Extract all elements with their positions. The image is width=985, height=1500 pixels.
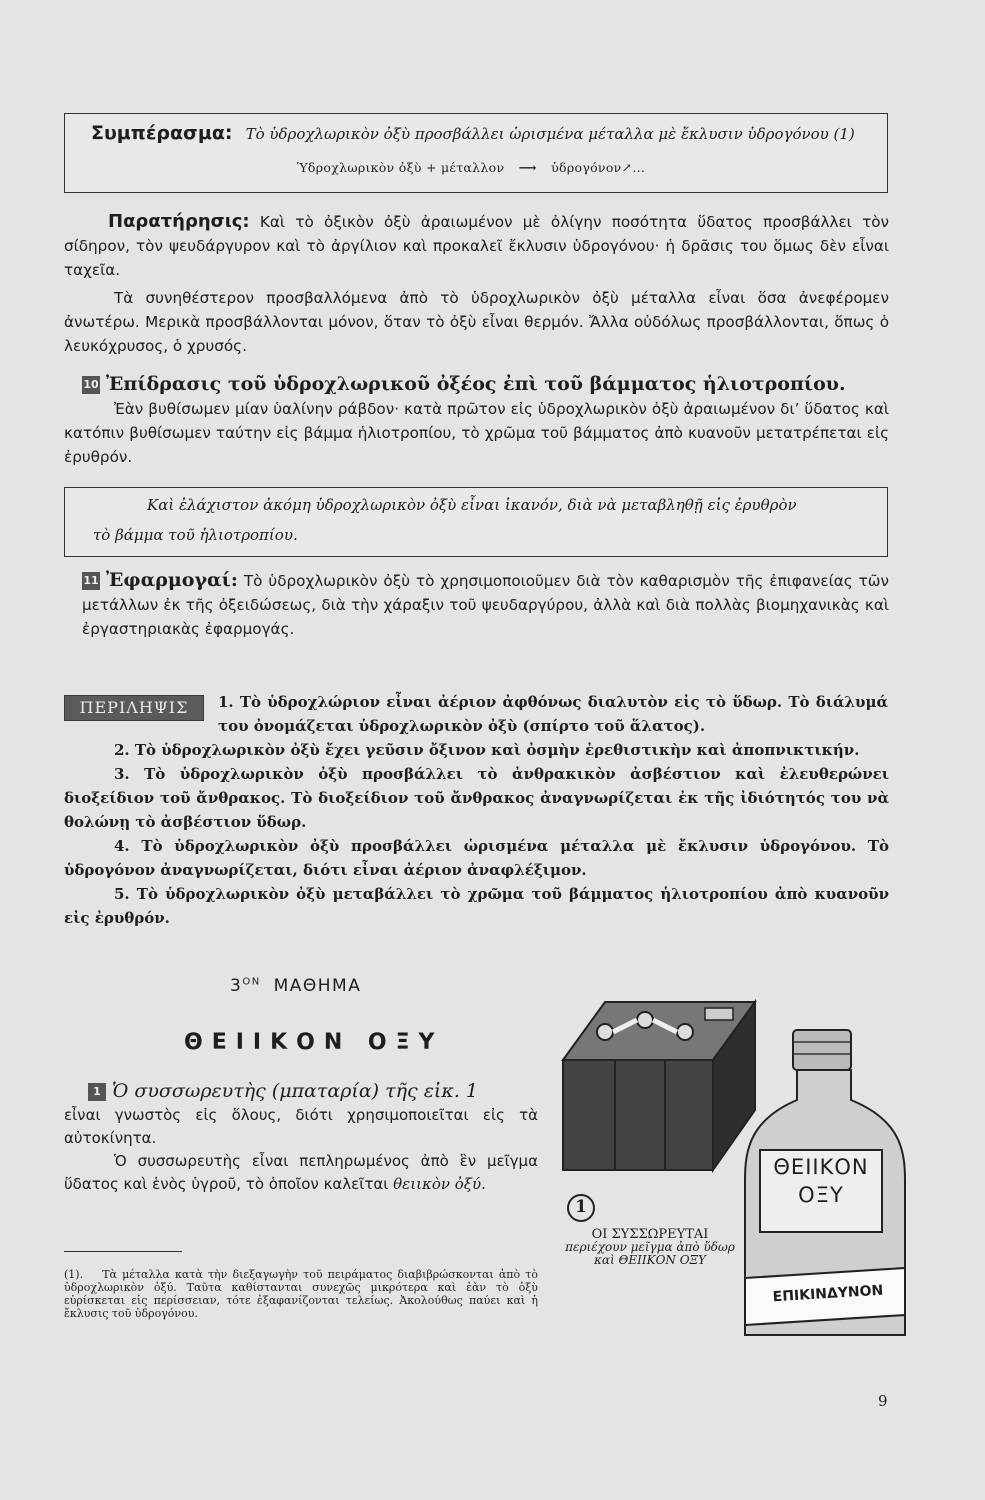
section-10-number: 10 — [82, 376, 100, 394]
equation-right: ὑδρογόνον↗... — [551, 160, 646, 175]
section-1 — [64, 1080, 538, 1196]
footnote — [64, 1268, 538, 1320]
conclusion-text: Τὸ ὑδροχλωρικὸν ὀξὺ προσβάλλει ὡρισμένα μέταλλα μὲ ἔκλυσιν ὑδρογόνου (1) — [245, 125, 855, 143]
section-1-number: 1 — [88, 1083, 106, 1101]
bottle-label-line1: ΘΕΙΙΚΟΝ — [773, 1155, 869, 1179]
footnote-text: Τὰ μέταλλα κατὰ τὴν διεξαγωγὴν τοῦ πειράματος διαβιβρώσκονται ἀπὸ τὸ ὑδροχλωρικὸν ὀξύ. Ταῦτα καθίστανται συνεχῶς μικρότερα καὶ ἐὰν τὸ ὀξὺ εὑρίσκεται εἰς περίσσειαν, τότε ἐξαφανίζονται τελείως. Ἀκολούθως παύει καὶ ἡ ἔκλυσις τοῦ ὑδρογόνου. — [64, 1268, 538, 1320]
section-10-text: Ἐὰν βυθίσωμεν μίαν ὑαλίνην ράβδον· κατὰ πρῶτον εἰς ὑδροχλωρικὸν ὀξὺ ἀραιωμένον δι’ ὕδατος καὶ κατόπιν βυθίσωμεν ταύτην εἰς βάμμα ἡλιοτροπίου, τὸ χρῶμα τοῦ βάμματος ἀπὸ κυανοῦν μετατρέπεται εἰς ἐρυθρόν. — [64, 400, 889, 466]
figure-caption-text: περιέχουν μεῖγμα ἀπὸ ὕδωρ καὶ ΘΕΙΙΚΟΝ ΟΞΥ — [565, 1240, 735, 1267]
observation-text2: Τὰ συνηθέστερον προσβαλλόμενα ἀπὸ τὸ ὑδροχλωρικὸν ὀξὺ μέταλλα εἶναι ὅσα ἀνεφέρομεν ἀνωτέρω. Μερικὰ προσβάλλονται μόνον, ὅταν τὸ ὀξὺ εἶναι θερμόν. Ἄλλα οὐδόλως προσβάλλονται, ὅπως ὁ λευκόχρυσος, ὁ χρυσός. — [64, 289, 889, 355]
litmus-note-line1: Καὶ ἐλάχιστον ἀκόμη ὑδροχλωρικὸν ὀξὺ εἶναι ἱκανόν, διὰ νὰ μεταβληθῇ εἰς ἐρυθρὸν — [147, 496, 797, 514]
battery-drawing — [563, 1002, 755, 1170]
equation-left: Ὑδροχλωρικὸν ὀξὺ + μέταλλον — [297, 160, 505, 175]
footnote-marker: (1). — [64, 1268, 84, 1281]
summary-item-5: 5. Τὸ ὑδροχλωρικὸν ὀξὺ μεταβάλλει τὸ χρῶμα τοῦ βάμματος ἡλιοτροπίου ἀπὸ κυανοῦν εἰς ἐρυθρόν. — [64, 885, 889, 927]
litmus-note-line2: τὸ βάμμα τοῦ ἡλιοτροπίου. — [93, 526, 298, 544]
conclusion-equation — [297, 160, 645, 175]
lesson-number: 3 — [230, 976, 243, 996]
lesson-word: ΜΑΘΗΜΑ — [273, 976, 362, 996]
summary-item-3: 3. Τὸ ὑδροχλωρικὸν ὀξὺ προσβάλλει τὸ ἀνθρακικὸν ἀσβέστιον καὶ ἐλευθερώνει διοξείδιον τοῦ ἄνθρακος. Τὸ διοξείδιον τοῦ ἄνθρακος ἀναγνωρίζεται ἐκ τῆς ἰδιότητός του νὰ θολώνῃ τὸ ἀσβέστιον ὕδωρ. — [64, 765, 889, 831]
lesson-superscript: ON — [242, 976, 261, 988]
section-11-text: Τὸ ὑδροχλωρικὸν ὀξὺ τὸ χρησιμοποιοῦμεν διὰ τὸν καθαρισμὸν τῆς ἐπιφανείας τῶν μετάλλων ἐκ τῆς ὀξειδώσεως, διὰ τὴν χάραξιν τοῦ ψευδαργύρου, ἀλλὰ καὶ διὰ πολλὰς βιομηχανικὰς καὶ ἐργαστηριακὰς ἐφαρμογάς. — [82, 572, 890, 638]
figure-number: 1 — [575, 1197, 587, 1217]
summary-item-2: 2. Τὸ ὑδροχλωρικὸν ὀξὺ ἔχει γεῦσιν ὄξινον καὶ ὀσμὴν ἐρεθιστικὴν καὶ ἀποπνικτικήν. — [114, 741, 860, 759]
lesson-title: ΘΕΙΙΚΟΝ ΟΞΥ — [184, 1030, 444, 1055]
bottle-label — [760, 1153, 882, 1209]
bottle-label-line2: ΟΞΥ — [798, 1183, 844, 1207]
summary-item-4: 4. Τὸ ὑδροχλωρικὸν ὀξὺ προσβάλλει ὡρισμένα μέταλλα μὲ ἔκλυσιν ὑδρογόνου. Τὸ ὑδρογόνον ἀναγνωρίζεται, διότι εἶναι ἀέριον ἀναφλέξιμον. — [64, 837, 889, 879]
conclusion-label: Συμπέρασμα: — [91, 122, 233, 144]
section-11-number: 11 — [82, 572, 100, 590]
section-1-text: εἶναι γνωστὸς εἰς ὅλους, διότι χρησιμοποιεῖται εἰς τὰ αὐτοκίνητα. — [64, 1106, 538, 1147]
lesson-label — [230, 976, 361, 996]
equation-arrow: ⟶ — [518, 160, 537, 175]
summary-item-1: 1. Τὸ ὑδροχλώριον εἶναι ἀέριον ἀφθόνως διαλυτὸν εἰς τὸ ὕδωρ. Τὸ διάλυμά του ὀνομάζεται ὑδροχλωρικὸν ὀξὺ (σπίρτο τοῦ ἅλατος). — [218, 693, 888, 735]
bottle-warning: ΕΠΙΚΙΝΔΥΝΟΝ — [772, 1282, 884, 1306]
litmus-note-box — [64, 487, 888, 557]
section-1-term: θειικὸν ὀξύ. — [393, 1175, 486, 1193]
section-10-heading: Ἐπίδρασις τοῦ ὑδροχλωρικοῦ ὀξέος ἐπὶ τοῦ βάμματος ἡλιοτροπίου. — [106, 373, 846, 395]
section-1-heading: Ὁ συσσωρευτὴς (μπαταρία) τῆς εἰκ. 1 — [112, 1080, 478, 1102]
section-10 — [64, 372, 889, 469]
footnote-rule — [64, 1251, 182, 1252]
section-11-lead: Ἐφαρμογαί: — [106, 569, 238, 591]
summary-tag: ΠΕΡΙΛΗΨΙΣ — [64, 695, 204, 721]
observation-text: Καὶ τὸ ὀξικὸν ὀξὺ ἀραιωμένον μὲ ὀλίγην ποσότητα ὕδατος προσβάλλει τὸν σίδηρον, τὸν ψευδάργυρον καὶ τὸ ἀργίλιον καὶ προκαλεῖ ἔκλυσιν ὑδρογόνου· ἡ δρᾶσις του ὅμως δὲν εἶναι ταχεῖα. — [64, 213, 890, 279]
section-11 — [64, 568, 889, 641]
page-number: 9 — [878, 1392, 888, 1410]
figure-caption-title: ΟΙ ΣΥΣΣΩΡΕΥΤΑΙ — [591, 1227, 709, 1242]
summary-list — [64, 738, 889, 930]
observation-lead: Παρατήρησις: — [108, 211, 250, 232]
section-1-text2: Ὁ συσσωρευτὴς εἶναι πεπληρωμένος ἀπὸ ἓν μεῖγμα ὕδατος καὶ ἑνὸς ὑγροῦ, τὸ ὁποῖον καλεῖται — [64, 1152, 538, 1193]
conclusion-box — [64, 113, 888, 193]
figure-caption — [560, 1228, 740, 1267]
observation-paragraph — [64, 210, 889, 358]
